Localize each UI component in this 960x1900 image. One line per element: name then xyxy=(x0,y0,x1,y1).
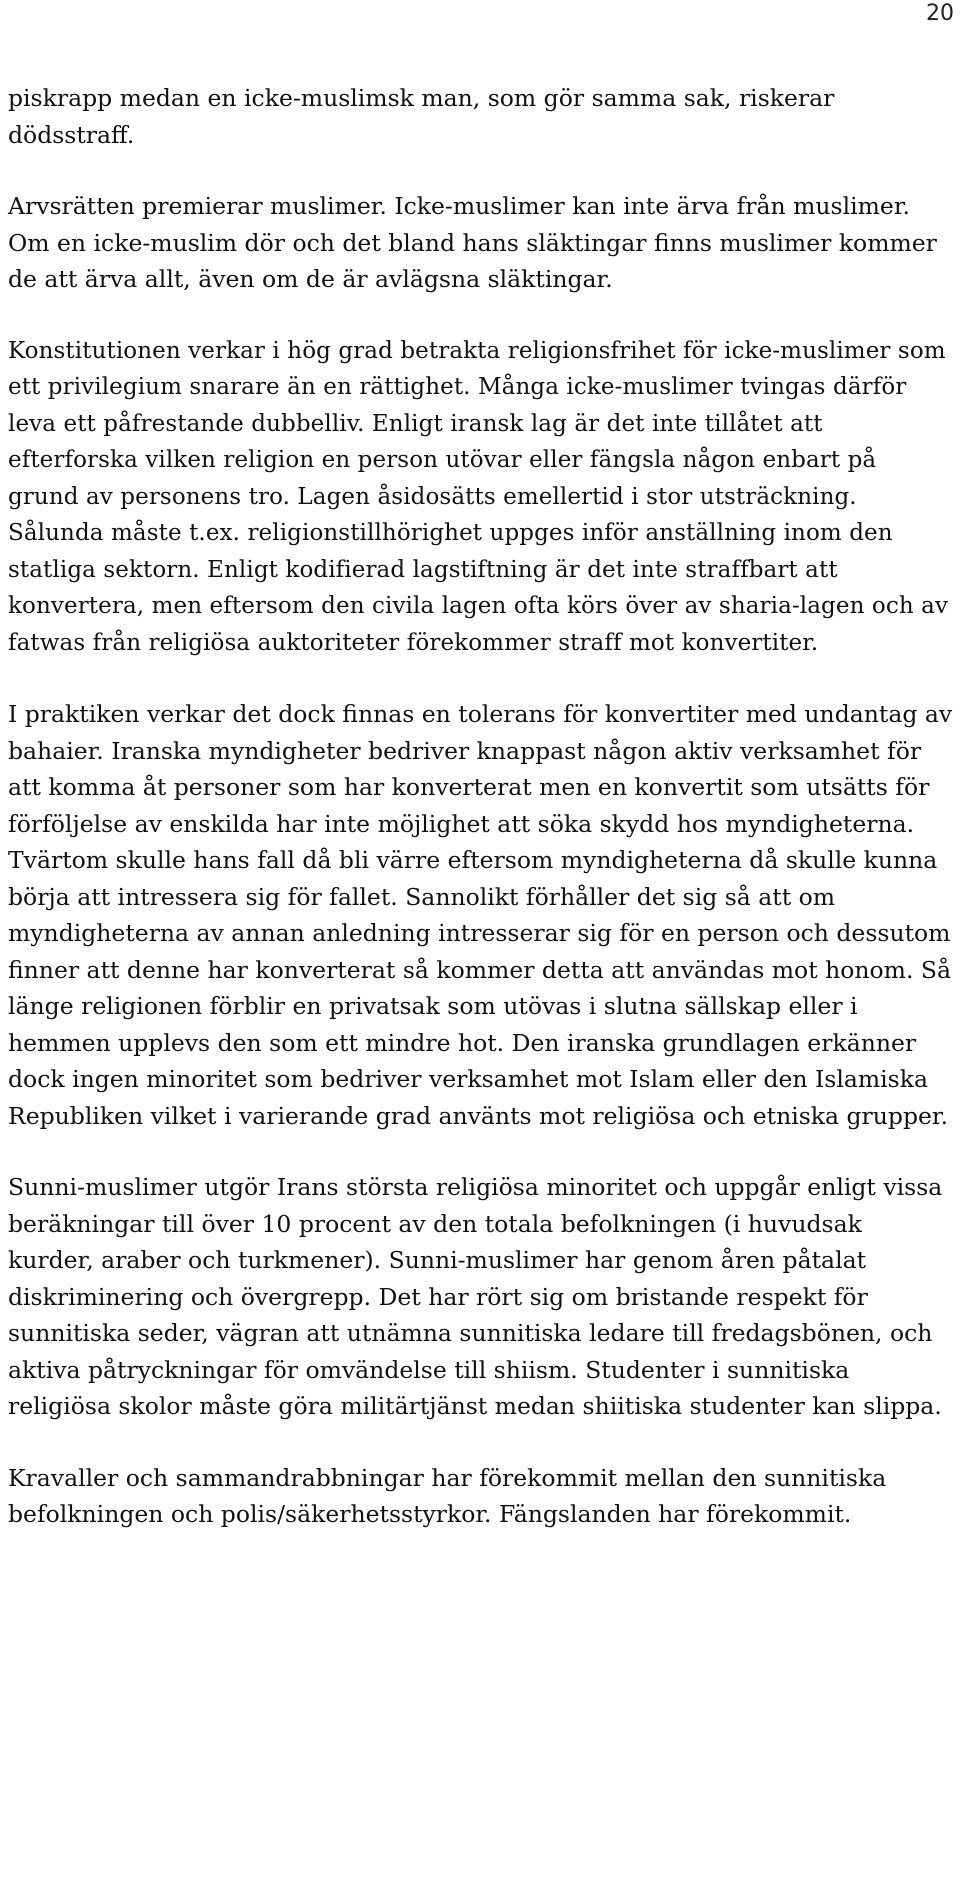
paragraph-4: I praktiken verkar det dock finnas en tolerans för konvertiter med undantag av bahaier. Iranska myndigheter bedriver knappast någon aktiv verksamhet för att komma åt personer som har konverterat men en konvertit som utsätts för förföljelse av enskilda har inte möjlighet att söka skydd hos myndigheterna. Tvärtom skulle hans fall då bli värre eftersom myndigheterna då skulle kunna börja att intressera sig för fallet. Sannolikt förhåller det sig så att om myndigheterna av annan anledning intresserar sig för en person och dessutom finner att denne har konverterat så kommer detta att användas mot honom. Så länge religionen förblir en privatsak som utövas i slutna sällskap eller i hemmen upplevs den som ett mindre hot. Den iranska grundlagen erkänner dock ingen minoritet som bedriver verksamhet mot Islam eller den Islamiska Republiken vilket i varierande grad använts mot religiösa och etniska grupper. xyxy=(8,700,953,1130)
paragraph-2: Arvsrätten premierar muslimer. Icke-muslimer kan inte ärva från muslimer. Om en icke-muslim dör och det bland hans släktingar finns muslimer kommer de att ärva allt, även om de är avlägsna släktingar. xyxy=(8,192,937,293)
page-number: 20 xyxy=(926,1,954,26)
paragraph-1: piskrapp medan en icke-muslimsk man, som gör samma sak, riskerar dödsstraff. xyxy=(8,84,835,149)
document-body xyxy=(8,80,953,1568)
paragraph-5: Sunni-muslimer utgör Irans största religiösa minoritet och uppgår enligt vissa beräkningar till över 10 procent av den totala befolkningen (i huvudsak kurder, araber och turkmener). Sunni-muslimer har genom åren påtalat diskriminering och övergrepp. Det har rört sig om bristande respekt för sunnitiska seder, vägran att utnämna sunnitiska ledare till fredagsbönen, och aktiva påtryckningar för omvändelse till shiism. Studenter i sunnitiska religiösa skolor måste göra militärtjänst medan shiitiska studenter kan slippa. xyxy=(8,1173,943,1420)
paragraph-6: Kravaller och sammandrabbningar har förekommit mellan den sunnitiska befolkningen och polis/säkerhetsstyrkor. Fängslanden har förekommit. xyxy=(8,1463,887,1528)
paragraph-3: Konstitutionen verkar i hög grad betrakta religionsfrihet för icke-muslimer som ett privilegium snarare än en rättighet. Många icke-muslimer tvingas därför leva ett påfrestande dubbelliv. Enligt iransk lag är det inte tillåtet att efterforska vilken religion en person utövar eller fängsla någon enbart på grund av personens tro. Lagen åsidosätts emellertid i stor utsträckning. Sålunda måste t.ex. religionstillhörighet uppges inför anställning inom den statliga sektorn. Enligt kodifierad lagstiftning är det inte straffbart att konvertera, men eftersom den civila lagen ofta körs över av sharia-lagen och av fatwas från religiösa auktoriteter förekommer straff mot konvertiter. xyxy=(8,337,949,656)
